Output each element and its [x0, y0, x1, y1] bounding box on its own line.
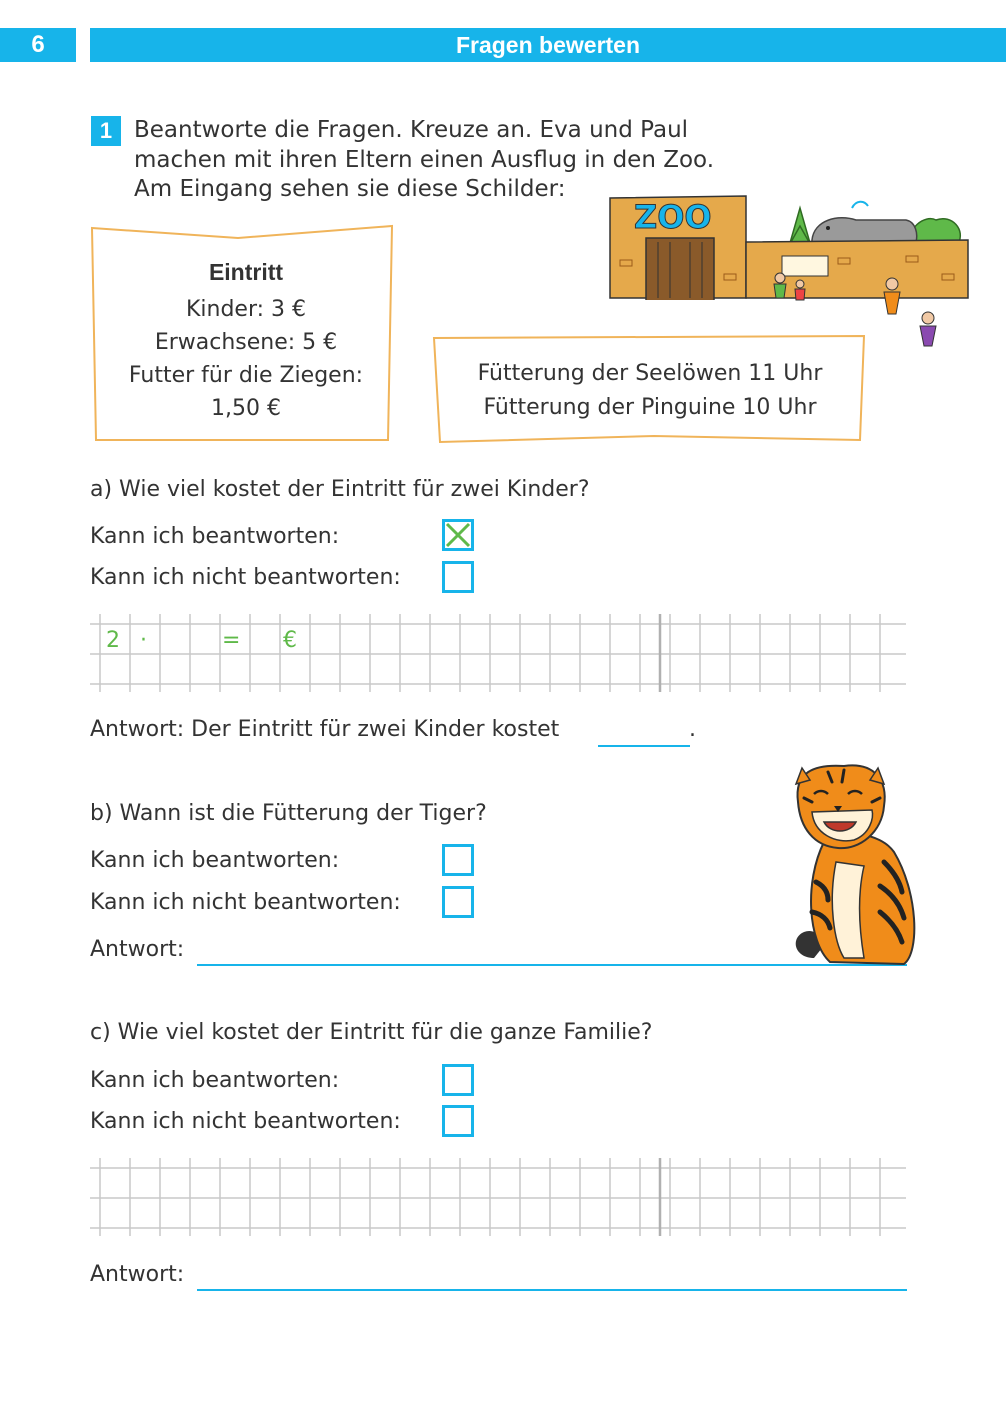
grid-entry-number: 2	[106, 628, 120, 653]
grid-entry-times: ·	[140, 628, 147, 653]
question-a-cannot-label: Kann ich nicht beantworten:	[90, 565, 401, 590]
calculation-grid-c[interactable]	[90, 1158, 908, 1236]
task-number: 1	[91, 116, 121, 146]
question-b-cannot-checkbox[interactable]	[442, 886, 474, 918]
entry-sign-title: Eintritt	[208, 259, 284, 285]
entry-sign-line: Kinder: 3 €	[185, 297, 307, 322]
question-c-text: c) Wie viel kostet der Eintritt für die ganze Familie?	[90, 1020, 653, 1045]
question-a-text: a) Wie viel kostet der Eintritt für zwei Kinder?	[90, 477, 590, 502]
question-c-answer-label: Antwort:	[90, 1262, 185, 1287]
entry-sign-line: Erwachsene: 5 €	[154, 330, 338, 355]
grid-entry-equals: =	[222, 628, 241, 653]
entry-sign	[100, 256, 392, 425]
question-a-answer-label: Antwort: Der Eintritt für zwei Kinder kostet	[90, 717, 560, 742]
question-a-can-checkbox[interactable]	[442, 519, 474, 551]
question-c-cannot-checkbox[interactable]	[442, 1105, 474, 1137]
question-b-answer-label: Antwort:	[90, 937, 185, 962]
grid-entry-euro: €	[283, 628, 297, 653]
entry-sign-line: 1,50 €	[211, 396, 281, 421]
entry-sign-line: Futter für die Ziegen:	[128, 363, 364, 388]
question-b-text: b) Wann ist die Fütterung der Tiger?	[90, 801, 487, 826]
question-c-can-checkbox[interactable]	[442, 1064, 474, 1096]
check-cross-icon	[445, 522, 471, 548]
page-number: 6	[0, 28, 76, 62]
page-title: Fragen bewerten	[90, 28, 1006, 62]
feeding-sign	[440, 357, 860, 425]
question-b-can-checkbox[interactable]	[442, 844, 474, 876]
question-b-can-label: Kann ich beantworten:	[90, 848, 340, 873]
question-c-can-label: Kann ich beantworten:	[90, 1068, 340, 1093]
tiger-illustration	[784, 762, 922, 972]
question-c-answer-line[interactable]	[197, 1289, 907, 1291]
question-c-cannot-label: Kann ich nicht beantworten:	[90, 1109, 401, 1134]
question-b-cannot-label: Kann ich nicht beantworten:	[90, 890, 401, 915]
question-a-answer-end: .	[689, 717, 696, 742]
feeding-sign-line: Fütterung der Pinguine 10 Uhr	[483, 395, 817, 420]
question-a-answer-blank[interactable]	[598, 745, 690, 747]
intro-line: Beantworte die Fragen. Kreuze an. Eva und Paul	[134, 117, 689, 143]
question-a-can-label: Kann ich beantworten:	[90, 524, 340, 549]
question-a-cannot-checkbox[interactable]	[442, 561, 474, 593]
zoo-sign-letters: ZOO	[634, 198, 712, 236]
feeding-sign-line: Fütterung der Seelöwen 11 Uhr	[477, 361, 823, 386]
intro-line: Am Eingang sehen sie diese Schilder:	[134, 176, 566, 202]
calculation-grid-a[interactable]	[90, 614, 908, 692]
intro-line: machen mit ihren Eltern einen Ausflug in den Zoo.	[134, 146, 715, 173]
zoo-entrance-illustration	[606, 190, 974, 360]
